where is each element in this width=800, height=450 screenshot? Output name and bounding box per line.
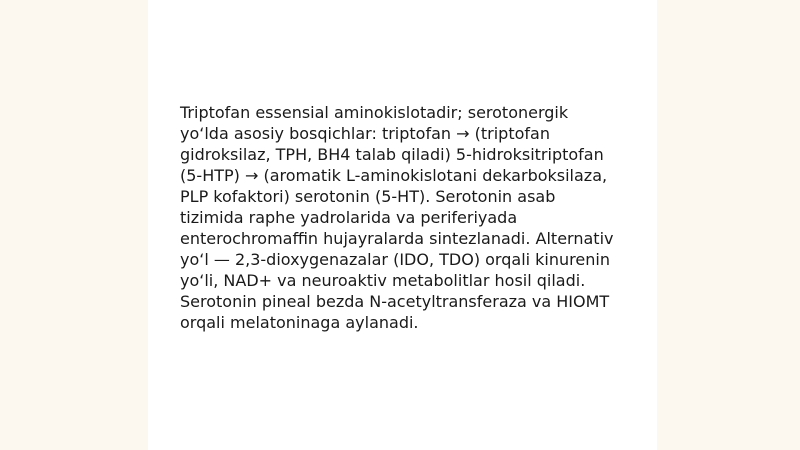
paragraph-line: PLP kofaktori) serotonin (5-HT). Serotonin asab — [180, 187, 556, 206]
paragraph-line: yo‘lda asosiy bosqichlar: triptofan → (triptofan — [180, 124, 550, 143]
paragraph-line: Triptofan essensial aminokislotadir; serotonergik — [180, 103, 569, 122]
paragraph-line: Serotonin pineal bezda N-acetyltransferaza va HIOMT — [180, 292, 610, 311]
paragraph-line: orqali melatoninaga aylanadi. — [180, 313, 419, 332]
document-page — [148, 0, 657, 450]
body-paragraph — [180, 102, 630, 333]
paragraph-line: enterochromaffin hujayralarda sintezlanadi. Alternativ — [180, 229, 614, 248]
paragraph-line: gidroksilaz, TPH, BH4 talab qiladi) 5-hidroksitriptofan — [180, 145, 604, 164]
paragraph-line: yo‘l — 2,3-dioxygenazalar (IDO, TDO) orqali kinurenin — [180, 250, 610, 269]
paragraph-line: yo‘li, NAD+ va neuroaktiv metabolitlar hosil qiladi. — [180, 271, 586, 290]
paragraph-line: (5-HTP) → (aromatik L-aminokislotani dekarboksilaza, — [180, 166, 608, 185]
paragraph-line: tizimida raphe yadrolarida va periferiyada — [180, 208, 518, 227]
